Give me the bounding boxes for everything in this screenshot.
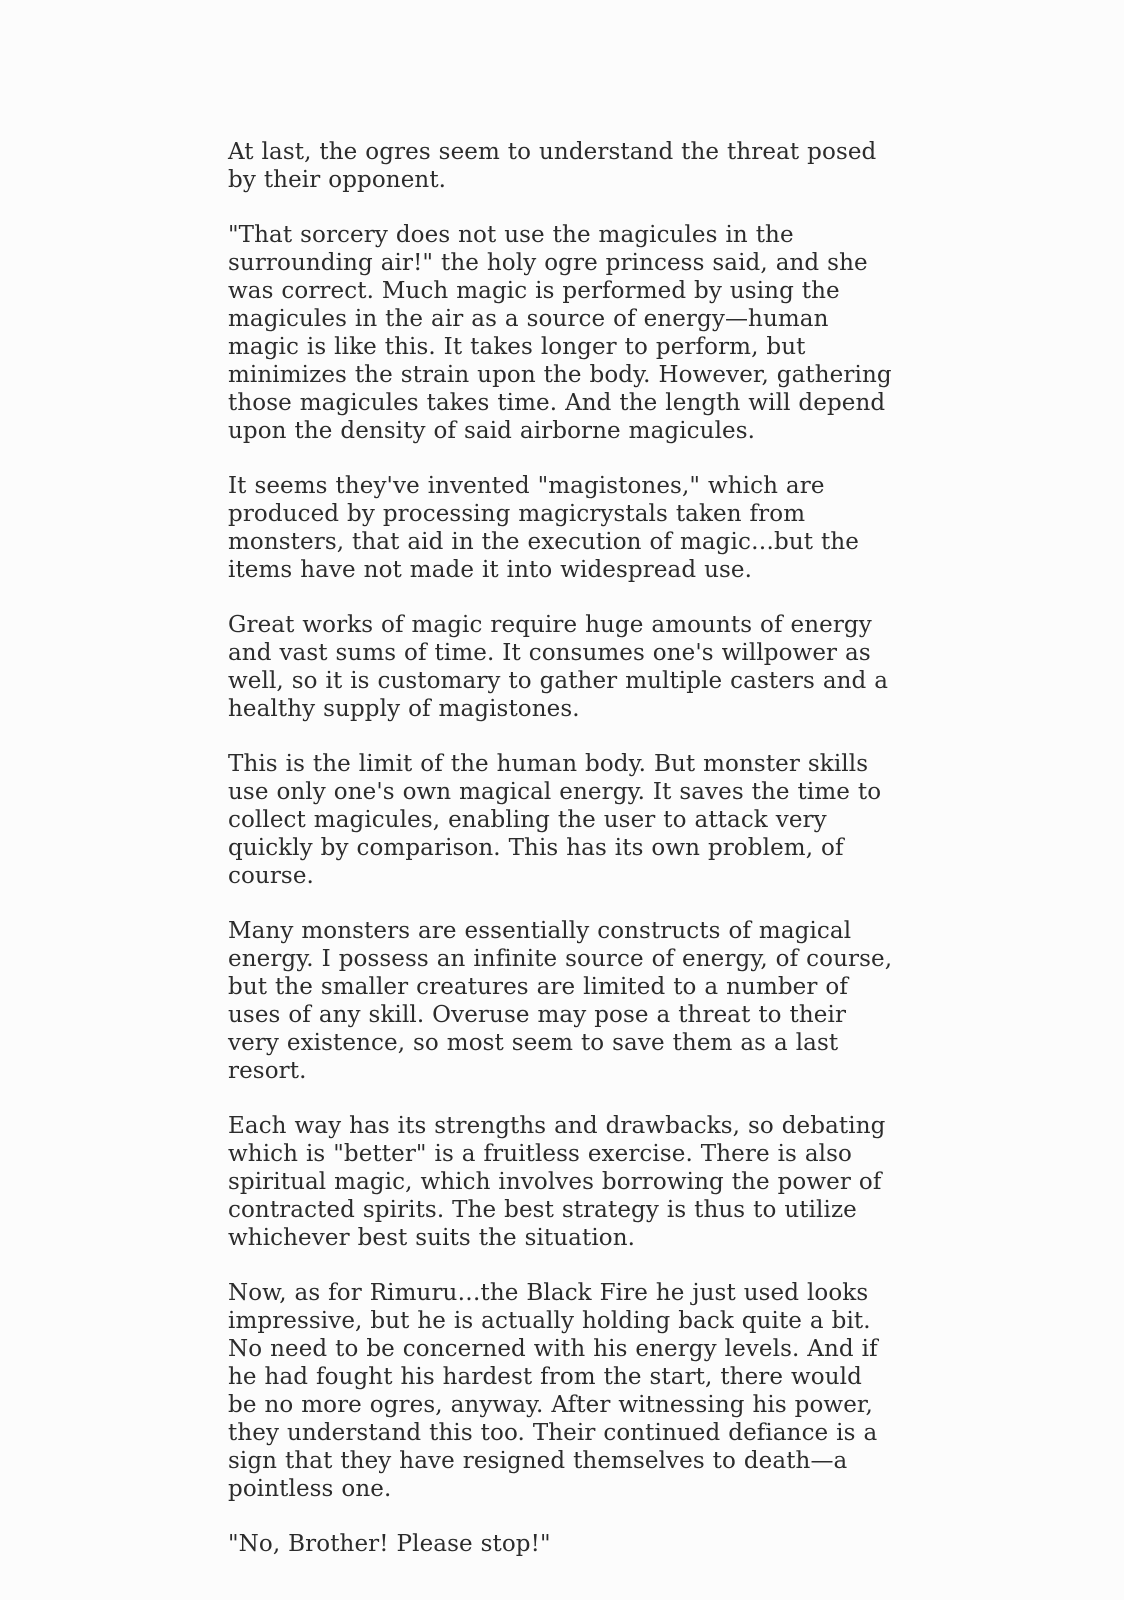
paragraph: Great works of magic require huge amounts of energy and vast sums of time. It consumes one's willpower as well, so it is customary to gather multiple casters and a healthy supply of magistones. bbox=[228, 612, 889, 722]
paragraph: "No, Brother! Please stop!" bbox=[228, 1531, 551, 1557]
paragraph: Many monsters are essentially constructs of magical energy. I possess an infinite source of energy, of course, but the smaller creatures are limited to a number of uses of any skill. Overuse may pose a threat to their very existence, so most seem to save them as a last resort. bbox=[228, 918, 893, 1084]
paragraph: Each way has its strengths and drawbacks, so debating which is "better" is a fruitless exercise. There is also spiritual magic, which involves borrowing the power of contracted spirits. The best strategy is thus to utilize whichever best suits the situation. bbox=[228, 1113, 886, 1251]
paragraph: "That sorcery does not use the magicules in the surrounding air!" the holy ogre princess said, and she was correct. Much magic is performed by using the magicules in the air as a source of energy—human magic is like this. It takes longer to perform, but minimizes the strain upon the body. However, gathering those magicules takes time. And the length will depend upon the density of said airborne magicules. bbox=[228, 222, 892, 444]
paragraph: At last, the ogres seem to understand the threat posed by their opponent. bbox=[228, 139, 877, 193]
paragraph: Now, as for Rimuru…the Black Fire he just used looks impressive, but he is actually holding back quite a bit. No need to be concerned with his energy levels. And if he had fought his hardest from the start, there would be no more ogres, anyway. After witnessing his power, they understand this too. Their continued defiance is a sign that they have resigned themselves to death—a pointless one. bbox=[228, 1280, 878, 1502]
text-column bbox=[228, 138, 898, 1558]
paragraph: It seems they've invented "magistones," which are produced by processing magicrystals taken from monsters, that aid in the execution of magic…but the items have not made it into widespread use. bbox=[228, 473, 859, 583]
paragraph: This is the limit of the human body. But monster skills use only one's own magical energy. It saves the time to collect magicules, enabling the user to attack very quickly by comparison. This has its own problem, of course. bbox=[228, 751, 882, 889]
